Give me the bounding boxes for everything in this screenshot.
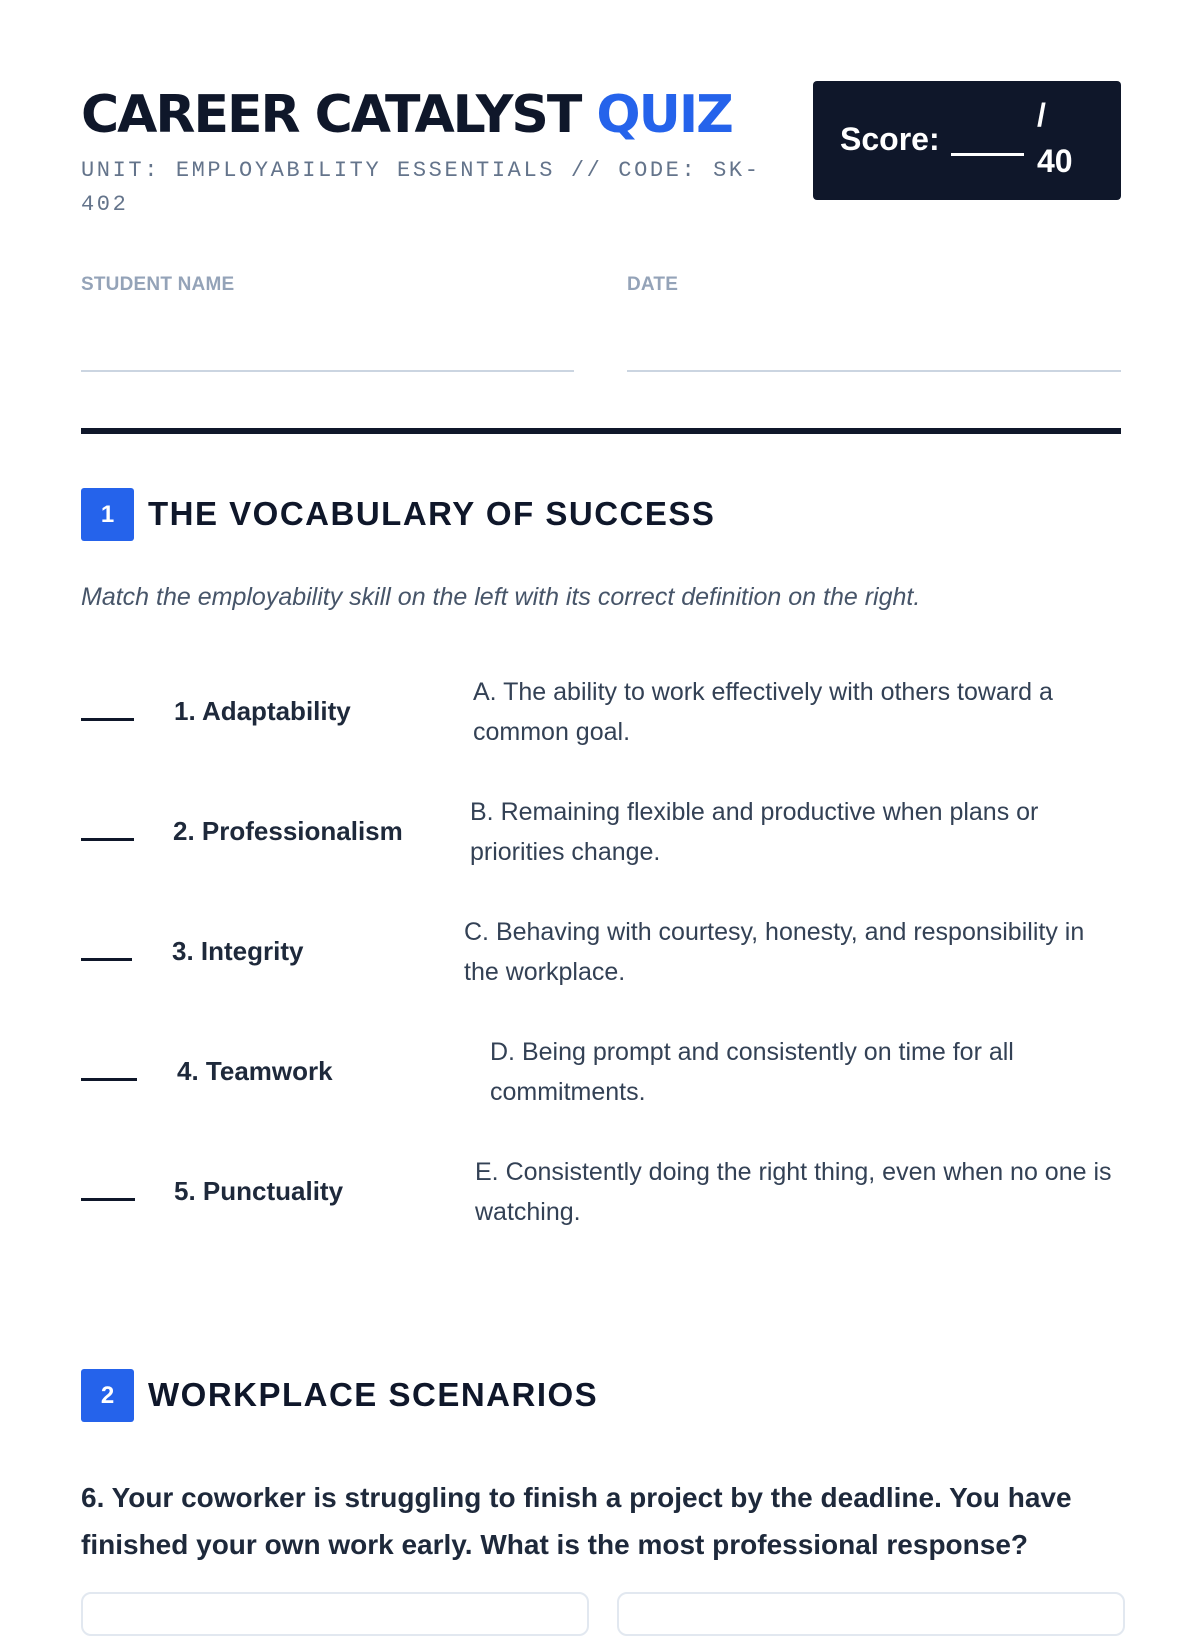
- quiz-page: [81, 0, 1121, 1600]
- match-definition: D. Being prompt and consistently on time for all commitments.: [490, 1038, 1014, 1106]
- question-6-text: 6. Your coworker is struggling to finish a project by the deadline. You have finished your own work early. What is the most professional response?: [81, 1482, 1072, 1560]
- match-row: [81, 1152, 1121, 1242]
- match-definition: E. Consistently doing the right thing, even when no one is watching.: [475, 1158, 1112, 1226]
- answer-blank[interactable]: [81, 718, 134, 721]
- match-term: 3. Integrity: [172, 936, 304, 966]
- section-2-header: [81, 1369, 881, 1421]
- section-1-title: THE VOCABULARY OF SUCCESS: [148, 495, 716, 532]
- answer-blank[interactable]: [81, 1078, 137, 1081]
- quiz-title: [81, 82, 732, 148]
- score-slash: /: [1037, 97, 1046, 133]
- match-definition: B. Remaining flexible and productive when plans or priorities change.: [470, 798, 1039, 866]
- match-term: 1. Adaptability: [174, 696, 351, 726]
- answer-blank[interactable]: [81, 838, 134, 841]
- section-2-badge: 2: [81, 1369, 134, 1422]
- header-divider: [81, 428, 1121, 434]
- match-term: 4. Teamwork: [177, 1056, 333, 1086]
- date-line[interactable]: [627, 370, 1121, 372]
- match-term: 5. Punctuality: [174, 1176, 344, 1206]
- section-1-badge: 1: [81, 488, 134, 541]
- section-1-header: [81, 488, 881, 540]
- match-definition: A. The ability to work effectively with others toward a common goal.: [473, 678, 1053, 746]
- match-row: [81, 792, 1121, 882]
- section-1-instructions: Match the employability skill on the left with its correct definition on the right.: [81, 583, 921, 611]
- unit-code-line: UNIT: EMPLOYABILITY ESSENTIALS // CODE: SK-402: [81, 158, 761, 217]
- answer-blank[interactable]: [81, 1198, 135, 1201]
- match-row: [81, 672, 1121, 762]
- date-label: DATE: [627, 274, 679, 295]
- match-term: 2. Professionalism: [173, 816, 403, 846]
- answer-option-card[interactable]: [617, 1592, 1125, 1636]
- title-main: CAREER CATALYST: [81, 85, 581, 145]
- section-2-title: WORKPLACE SCENARIOS: [148, 1376, 599, 1413]
- score-blank-line[interactable]: [951, 153, 1024, 156]
- match-row: [81, 912, 1121, 1002]
- score-box: [813, 81, 1121, 200]
- student-name-label: STUDENT NAME: [81, 274, 235, 295]
- title-accent: QUIZ: [596, 85, 732, 145]
- match-definition: C. Behaving with courtesy, honesty, and responsibility in the workplace.: [464, 918, 1085, 986]
- answer-option-card[interactable]: [81, 1592, 589, 1636]
- match-row: [81, 1032, 1121, 1122]
- student-name-line[interactable]: [81, 370, 574, 372]
- score-label: Score:: [840, 121, 940, 157]
- answer-blank[interactable]: [81, 958, 132, 961]
- score-total: 40: [1037, 143, 1073, 179]
